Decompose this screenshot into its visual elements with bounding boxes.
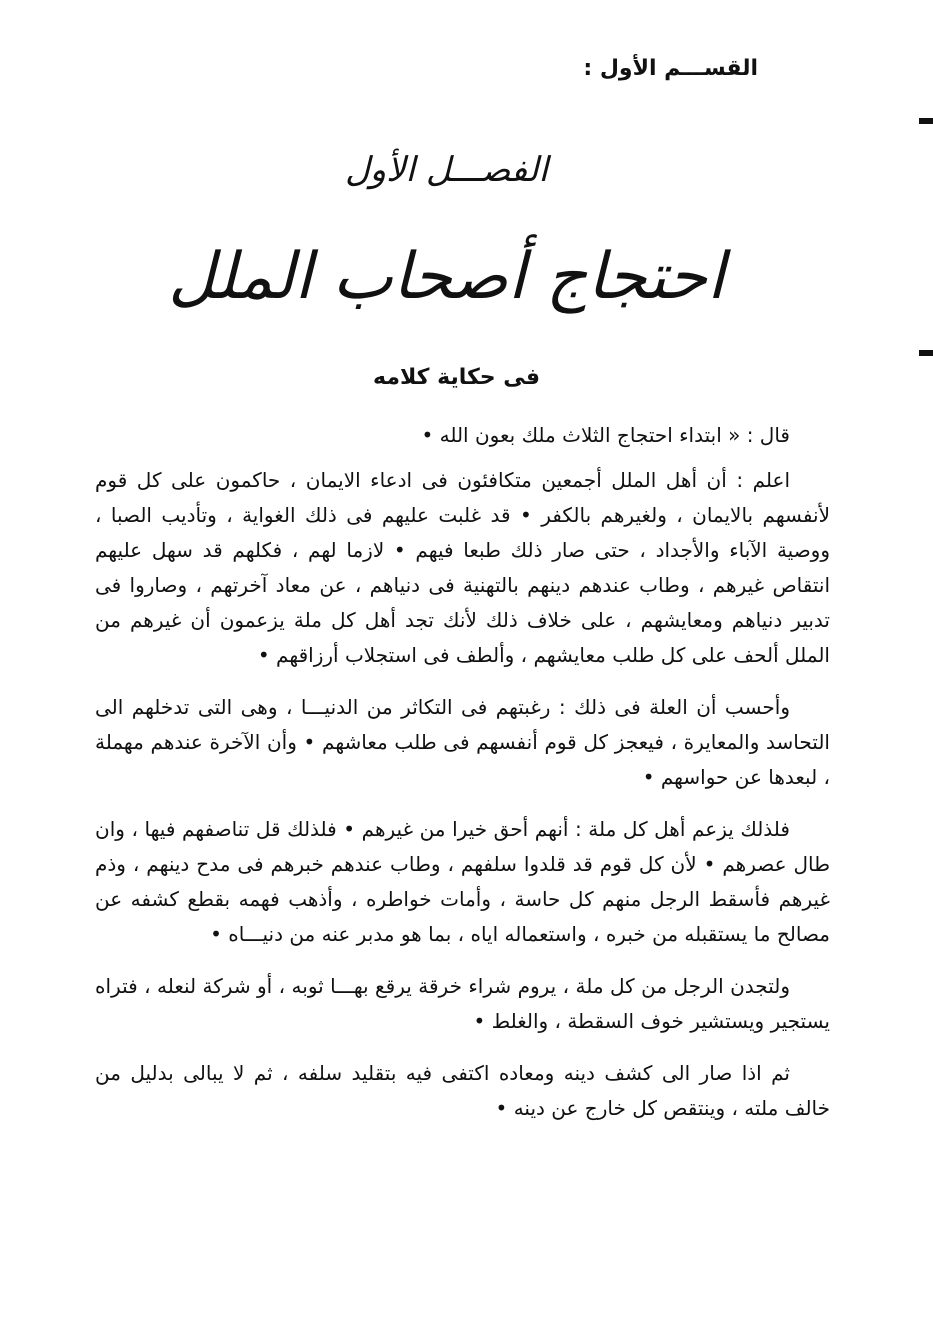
paragraph-1: اعلم : أن أهل الملل أجمعين متكافئون فى ادعاء الايمان ، حاكمون على كل قوم لأنفسهم بالايمان ، ولغيرهم بالكفر • قد غلبت عليهم فى ذلك الغواية ، وتأديب الصبا ، ووصية الآباء والأجداد ، حتى صار ذلك طبعا فيهم • لازما لهم ، فكلهم قد سهل عليهم انتقاص غيرهم ، وطاب عندهم دينهم بالتهنية فى دنياهم ، عن معاد آخرتهم ، وصاروا فى تدبير دنياهم ومعايشهم ، على خلاف ذلك لأنك تجد أهل كل ملة يزعمون أن غيرهم من الملل ألحف على كل طلب معايشهم ، وألطف فى استجلاب أرزاقهم • bbox=[95, 468, 830, 667]
section-label: القســـم الأول : bbox=[583, 56, 758, 81]
paragraph-4: ولتجدن الرجل من كل ملة ، يروم شراء خرقة يرقع بهـــا ثوبه ، أو شركة لنعله ، فتراه يستجير ويستشير خوف السقطة ، والغلط • bbox=[95, 974, 830, 1033]
scan-edge-mark bbox=[919, 118, 933, 124]
paragraph-intro: قال : « ابتداء احتجاج الثلاث ملك بعون الله • bbox=[421, 423, 790, 447]
paragraph-2: وأحسب أن العلة فى ذلك : رغبتهم فى التكاثر من الدنيـــا ، وهى التى تدخلهم الى التحاسد والمعايرة ، فيعجز كل قوم أنفسهم فى طلب معاشهم • وأن الآخرة عندهم مهملة ، لبعدها عن حواسهم • bbox=[95, 695, 830, 789]
paragraph-5: ثم اذا صار الى كشف دينه ومعاده اكتفى فيه بتقليد سلفه ، ثم لا يبالى بدليل من خالف ملته ، وينتقص كل خارج عن دينه • bbox=[95, 1061, 830, 1120]
scan-edge-mark bbox=[919, 350, 933, 356]
body-text bbox=[95, 418, 830, 1143]
paragraph-3: فلذلك يزعم أهل كل ملة : أنهم أحق خيرا من غيرهم • فلذلك قل تناصفهم فيها ، وان طال عصرهم • لأن كل قوم قد قلدوا سلفهم ، وطاب عندهم خبرهم فى مدح دينهم ، وذم غيرهم فأسقط الرجل منهم كل حاسة ، وأمات خواطره ، وأذهب فهمه بقطع كشفه عن مصالح ما يستقبله من خبره ، واستعماله اياه ، بما هو مدبر عنه من دنيـــاه • bbox=[95, 817, 830, 946]
subtitle: فى حكاية كلامه bbox=[373, 365, 540, 390]
main-title: احتجاج أصحاب الملل bbox=[168, 240, 725, 314]
chapter-heading: الفصـــل الأول bbox=[345, 150, 548, 190]
